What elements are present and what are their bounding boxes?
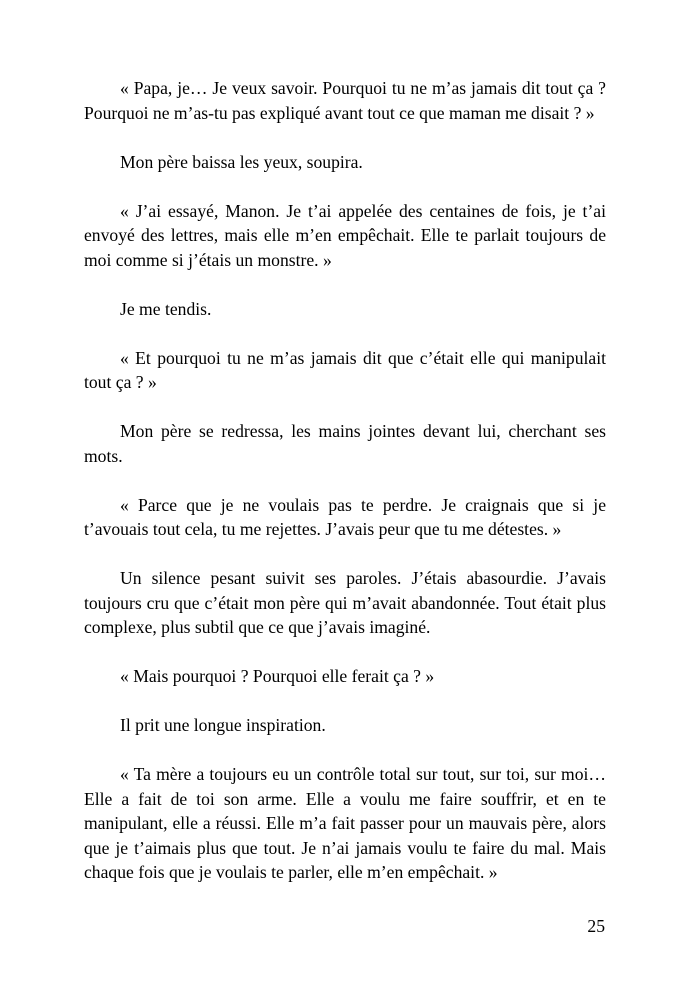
paragraph-1: « Papa, je… Je veux savoir. Pourquoi tu ne m’as jamais dit tout ça ? Pourquoi ne m’as-tu pas expliqué avant tout ce que maman me disait ? » [84,78,606,123]
paragraph-8: Un silence pesant suivit ses paroles. J’étais abasourdie. J’avais toujours cru que c’était mon père qui m’avait abandonnée. Tout était plus complexe, plus subtil que ce que j’avais imaginé. [84,568,606,637]
body-text [84,76,606,885]
paragraph-3: « J’ai essayé, Manon. Je t’ai appelée des centaines de fois, je t’ai envoyé des lettres, mais elle m’en empêchait. Elle te parlait toujours de moi comme si j’étais un monstre. » [84,200,606,270]
paragraph-4: Je me tendis. [120,298,212,319]
page-number: 25 [587,916,605,936]
paragraph-6: Mon père se redressa, les mains jointes devant lui, cherchant ses mots. [84,421,606,466]
paragraph-10: Il prit une longue inspiration. [120,715,326,735]
paragraph-7: « Parce que je ne voulais pas te perdre. Je craignais que si je t’avouais tout cela, tu me rejettes. J’avais peur que tu me détestes. » [84,494,606,539]
paragraph-11: « Ta mère a toujours eu un contrôle total sur tout, sur toi, sur moi… Elle a fait de toi son arme. Elle a voulu me faire souffrir, et en te manipulant, elle a réussi. Elle m’a fait passer pour un mauvais père, alors que je t’aimais plus que tout. Je n’ai jamais voulu te faire du mal. Mais chaque fois que je voulais te parler, elle m’en empêchait. » [84,764,606,882]
paragraph-2: Mon père baissa les yeux, soupira. [120,151,363,172]
paragraph-5: « Et pourquoi tu ne m’as jamais dit que c’était elle qui manipulait tout ça ? » [84,347,606,392]
paragraph-9: « Mais pourquoi ? Pourquoi elle ferait ça ? » [120,666,435,686]
